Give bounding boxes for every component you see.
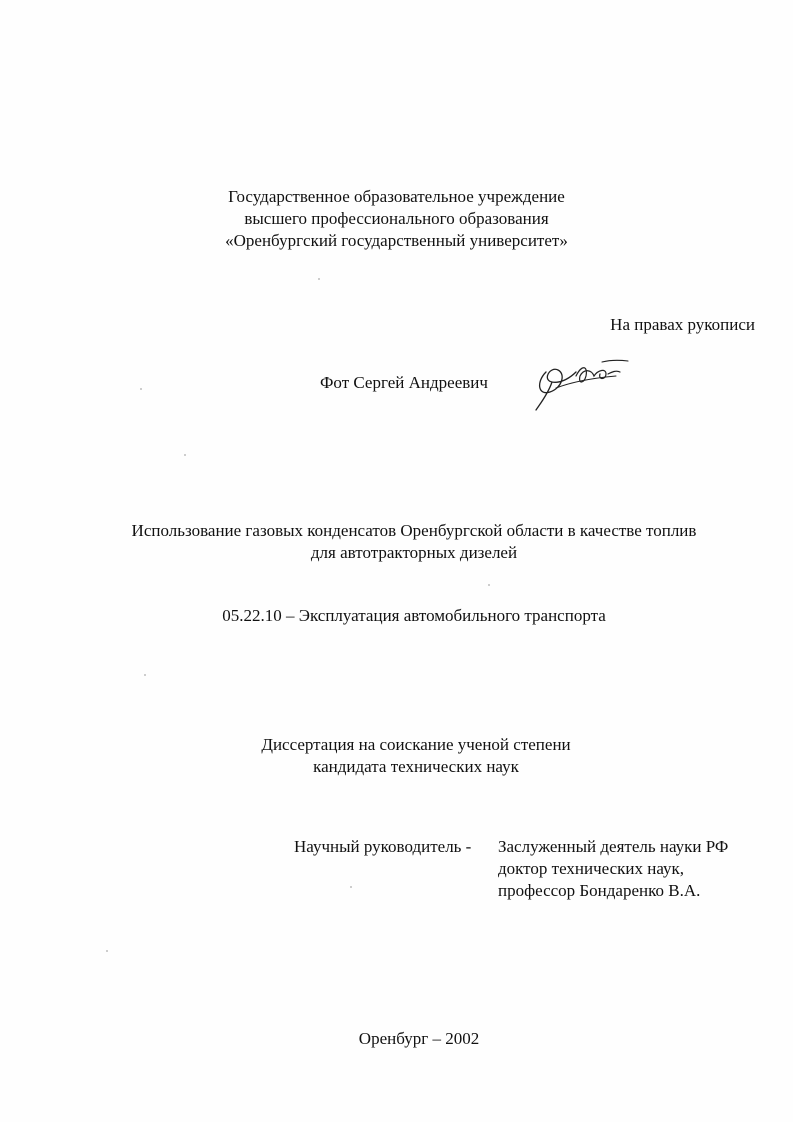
scan-speck: [140, 388, 142, 390]
title-line-2: для автотракторных дизелей: [310, 543, 518, 562]
advisor-details: [498, 836, 728, 902]
dissertation-title: [0, 520, 793, 564]
advisor-line-2: доктор технических наук,: [498, 859, 685, 878]
scan-speck: [184, 454, 186, 456]
institution-line-2: высшего профессионального образования: [244, 209, 549, 228]
institution-line-1: Государственное образовательное учреждение: [228, 187, 565, 206]
institution-block: [0, 186, 793, 252]
degree-line-2: кандидата технических наук: [313, 757, 519, 776]
rights-note: На правах рукописи: [610, 315, 755, 334]
scan-speck: [144, 674, 146, 676]
advisor-label: Научный руководитель -: [294, 837, 472, 856]
city-year: Оренбург – 2002: [358, 1029, 480, 1048]
scan-speck: [350, 886, 352, 888]
signature-stroke-main: [536, 369, 576, 410]
scan-speck: [318, 278, 320, 280]
scan-speck: [488, 584, 490, 586]
author-name: Фот Сергей Андреевич: [320, 373, 488, 392]
specialty-code: 05.22.10 – Эксплуатация автомобильного транспорта: [222, 606, 606, 625]
title-line-1: Использование газовых конденсатов Оренбургской области в качестве топлив: [131, 521, 697, 540]
advisor-line-1: Заслуженный деятель науки РФ: [498, 837, 729, 856]
degree-line-1: Диссертация на соискание ученой степени: [261, 735, 571, 754]
advisor-line-3: профессор Бондаренко В.А.: [498, 881, 701, 900]
signature-stroke-letters: [576, 368, 620, 382]
degree-block: [0, 734, 793, 778]
signature-overline: [602, 360, 628, 362]
scan-speck: [106, 950, 108, 952]
institution-line-3: «Оренбургский государственный университет»: [225, 231, 568, 250]
author-signature: [532, 352, 642, 414]
